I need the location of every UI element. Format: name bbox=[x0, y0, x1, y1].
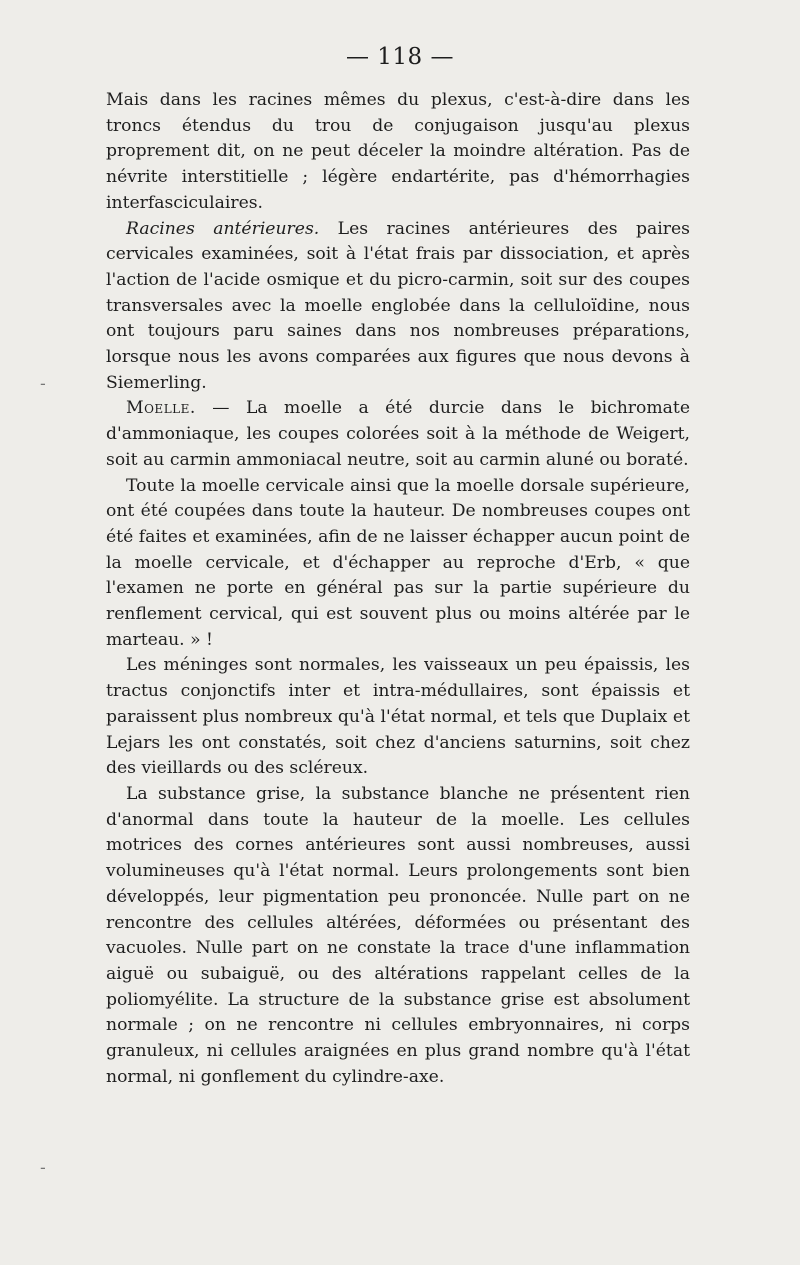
section-lead-moelle: Moelle. bbox=[126, 398, 196, 419]
paragraph-cervical-cord bbox=[106, 474, 690, 654]
paragraph-grey-matter bbox=[106, 782, 690, 1090]
paragraph-text: Toute la moelle cervicale ainsi que la moelle dorsale supérieure, ont été coupées dans toute la hauteur. De nombreuses coupes ont été faites et examinées, afin de ne laisser échapper aucun point de la moelle cervicale, et d'échapper au reproche d'Erb, « que l'examen ne porte en général pas sur la partie supérieure du renflement cervical, qui est souvent plus ou moins altérée par le marteau. » ! bbox=[106, 475, 690, 650]
paragraph-plexus-roots bbox=[106, 88, 690, 217]
page-number: — 118 — bbox=[345, 44, 455, 70]
paragraph-text: Mais dans les racines mêmes du plexus, c'est-à-dire dans les troncs étendus du trou de conjugaison jusqu'au plexus proprement dit, on ne peut déceler la moindre altération. Pas de névrite interstitielle ; légère endartérite, pas d'hémorrhagies interfasciculaires. bbox=[106, 90, 690, 213]
paragraph-meninges bbox=[106, 653, 690, 782]
paragraph-text: Les racines antérieures des paires cervicales examinées, soit à l'état frais par dissociation, et après l'action de l'acide osmique et du picro-carmin, soit sur des coupes transversales avec la moelle englobée dans la celluloïdine, nous ont toujours paru saines dans nos nombreuses préparations, lorsque nous les avons comparées aux figures que nous devons à Siemerling. bbox=[106, 218, 690, 393]
paragraph-text: — La moelle a été durcie dans le bichromate d'ammoniaque, les coupes colorées soit à la méthode de Weigert, soit au carmin ammoniacal neutre, soit au carmin aluné ou boraté. bbox=[106, 398, 690, 470]
paragraph-text: Les méninges sont normales, les vaisseaux un peu épaissis, les tractus conjonctifs inter et intra-médullaires, sont épaissis et paraissent plus nombreux qu'à l'état normal, et tels que Duplaix et Lejars les ont constatés, soit chez d'anciens saturnins, soit chez des vieillards ou des scléreux. bbox=[106, 655, 690, 779]
paragraph-anterior-roots bbox=[106, 217, 690, 397]
body-text bbox=[106, 88, 690, 1090]
margin-dash-mark: - bbox=[40, 374, 46, 393]
margin-dash-mark: - bbox=[40, 1158, 46, 1177]
section-lead-anterior-roots: Racines antérieures. bbox=[126, 218, 320, 239]
paragraph-text: La substance grise, la substance blanche ne présentent rien d'anormal dans toute la hauteur de la moelle. Les cellules motrices des cornes antérieures sont aussi nombreuses, aussi volumineuses qu'à l'état normal. Leurs prolongements sont bien développés, leur pigmentation peu prononcée. Nulle part on ne rencontre des cellules altérées, déformées ou présentant des vacuoles. Nulle part on ne constate la trace d'une inflammation aiguë ou subaiguë, ou des altérations rappelant celles de la poliomyélite. La structure de la substance grise est absolument normale ; on ne rencontre ni cellules embryonnaires, ni corps granuleux, ni cellules araignées en plus grand nombre qu'à l'état normal, ni gonflement du cylindre-axe. bbox=[106, 783, 690, 1087]
paragraph-moelle bbox=[106, 396, 690, 473]
